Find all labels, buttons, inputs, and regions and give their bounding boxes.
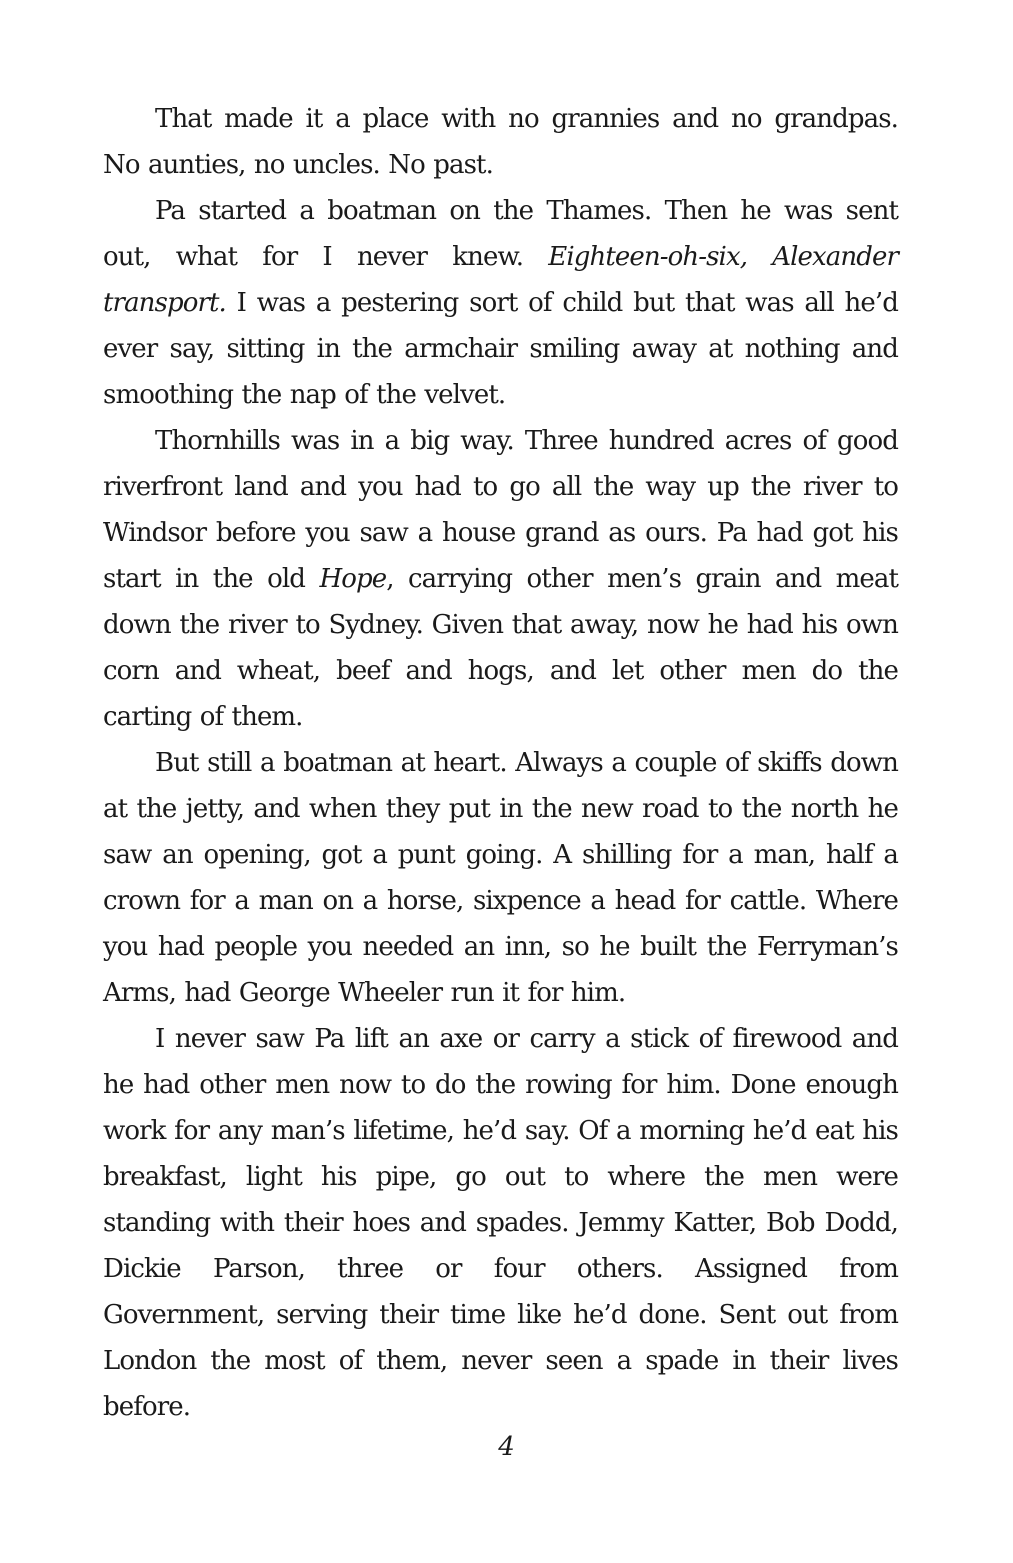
- paragraph: [103, 188, 898, 418]
- paragraph-text: I never saw Pa lift an axe or carry a stick of firewood and he had other men now to do the rowing for him. Done enough work for any man’s lifetime, he’d say. Of a morning he’d eat his breakfast, light his pipe, go out to where the men were standing with their hoes and spades. Jemmy Katter, Bob Dodd, Dickie Parson, three or four others. Assigned from Government, serving their time like he’d done. Sent out from London the most of them, never seen a spade in their lives before.: [103, 1024, 898, 1422]
- paragraph: [103, 1016, 898, 1430]
- paragraph: [103, 418, 898, 740]
- paragraph-text: But still a boatman at heart. Always a couple of skiffs down at the jetty, and when they put in the new road to the north he saw an opening, got a punt going. A shilling for a man, half a crown for a man on a horse, sixpence a head for cattle. Where you had people you needed an inn, so he built the Ferryman’s Arms, had George Wheeler run it for him.: [103, 748, 898, 1008]
- paragraph: [103, 96, 898, 188]
- paragraph-text: That made it a place with no grannies and no grandpas. No aunties, no uncles. No past.: [103, 104, 898, 180]
- paragraph-text: , carrying other men’s grain and meat down the river to Sydney. Given that away, now he had his own corn and wheat, beef and hogs, and let other men do the carting of them.: [103, 564, 899, 732]
- italic-phrase: Hope: [319, 564, 387, 594]
- body-text: [103, 96, 898, 1430]
- paragraph-text: I was a pestering sort of child but that was all he’d ever say, sitting in the armchair smiling away at nothing and smoothing the nap of the velvet.: [103, 288, 898, 410]
- paragraph-text: Thornhills was in a big way. Three hundred acres of good riverfront land and you had to go all the way up the river to Windsor before you saw a house grand as ours. Pa had got his start in the old: [103, 426, 898, 594]
- paragraph-text: Pa started a boatman on the Thames. Then he was sent out, what for I never knew.: [103, 196, 898, 272]
- page-number: 4: [498, 1432, 515, 1462]
- paragraph: [103, 740, 898, 1016]
- italic-phrase: Eighteen-oh-six, Alexander transport.: [103, 242, 898, 318]
